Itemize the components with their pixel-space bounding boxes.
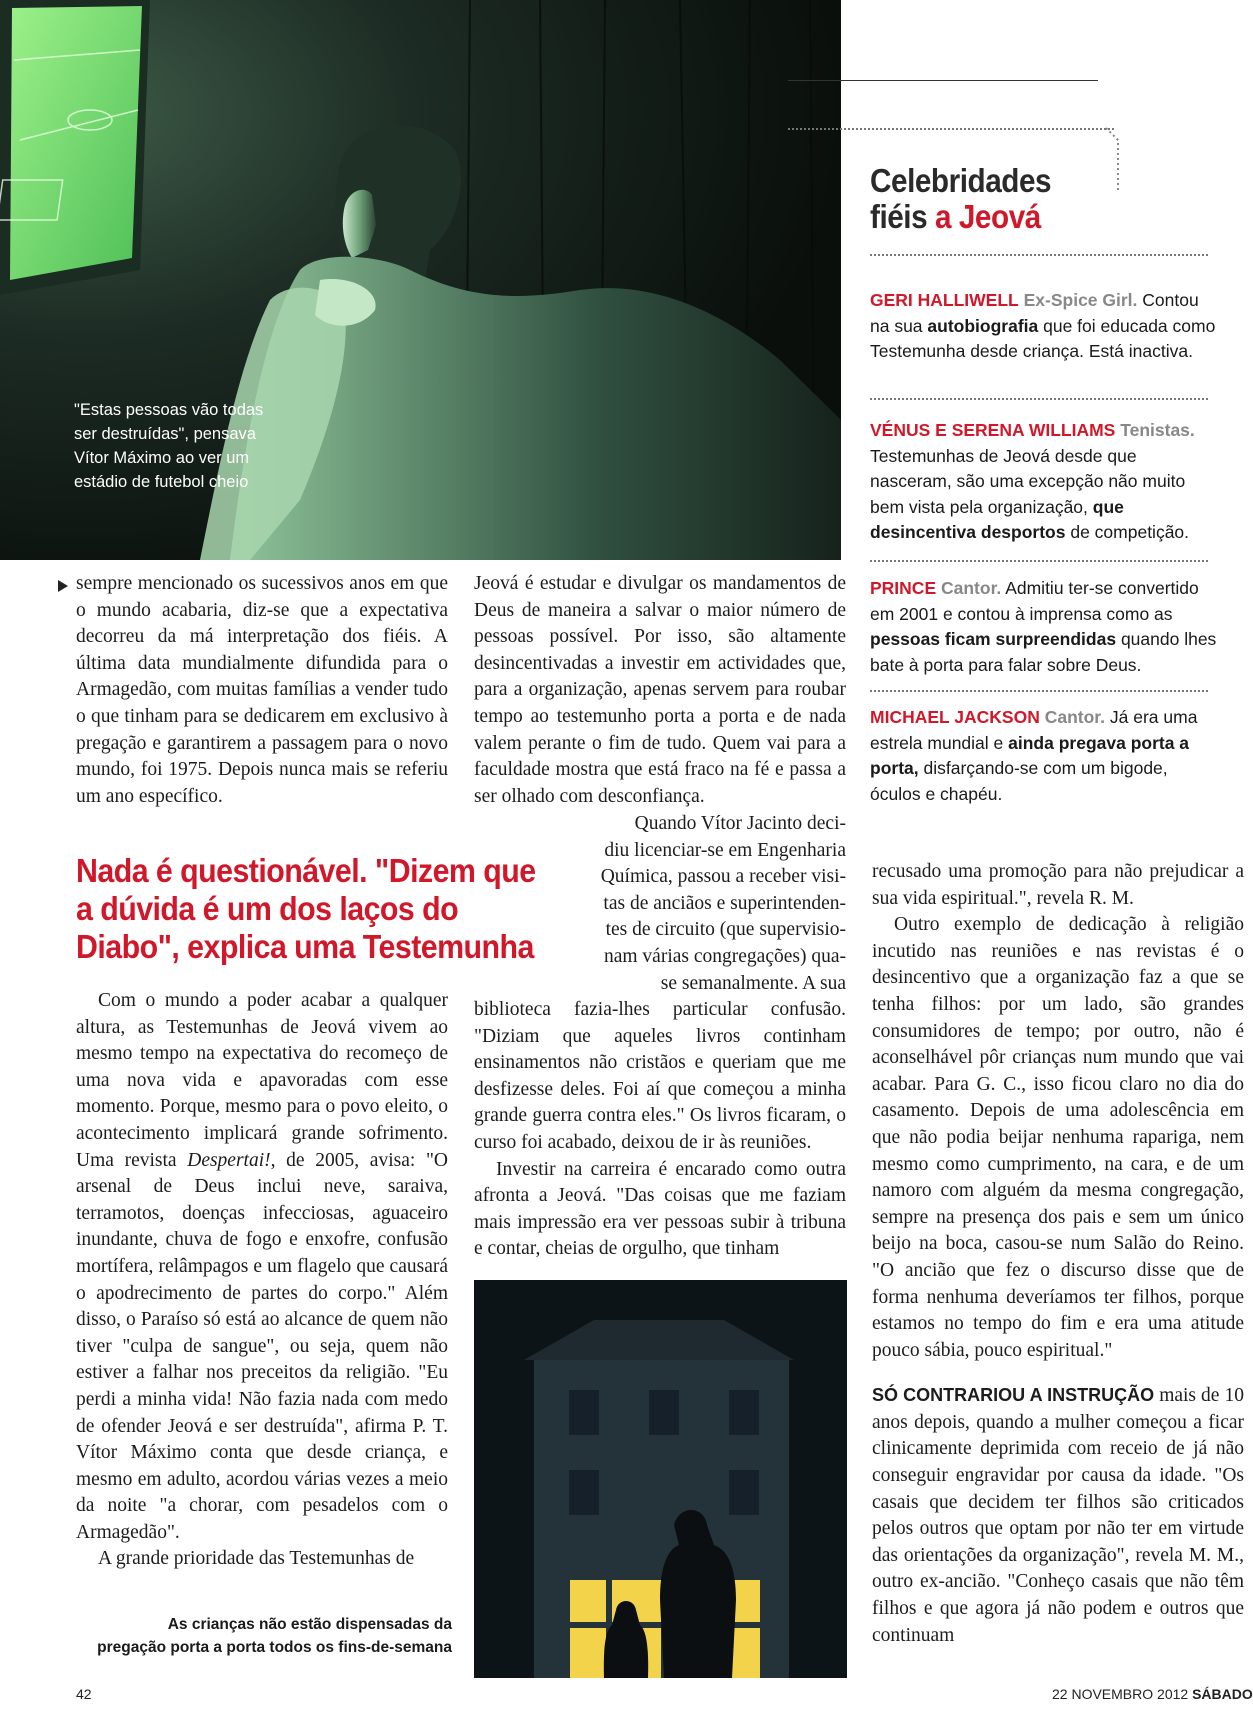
entry-text: Testemunhas de Jeová desde que nasceram, são uma excepção não muito bem vista pela organização, xyxy=(870,445,1186,517)
wrapped-line: Quando Vítor Jacinto deci- xyxy=(634,813,846,834)
sidebar-entry-geri-halliwell xyxy=(870,288,1222,365)
footer-date xyxy=(1052,1686,1253,1702)
column-1-paragraph-2 xyxy=(76,988,448,1546)
father-child-door-illustration xyxy=(474,1280,847,1678)
sidebar-top-rule xyxy=(788,80,1098,81)
wrapped-line: tas de anciãos e superintenden- xyxy=(603,892,846,914)
text: Com o mundo a poder acabar a qualquer altura, as Testemunhas de Jeová vivem ao mesmo tempo na expectativa do recomeço de uma nova vida e apavoradas com esse momento. Porque, mesmo para o povo eleito, o acontecimento implicará grande sofrimento. Uma revista xyxy=(76,990,448,1171)
entry-role: Cantor. xyxy=(941,578,1002,598)
entry-name: GERI HALLIWELL xyxy=(870,290,1019,310)
entry-role: Cantor. xyxy=(1044,707,1106,727)
magazine-name: SÁBADO xyxy=(1192,1686,1253,1702)
entry-name: PRINCE xyxy=(870,578,937,598)
entry-text: Contou na sua xyxy=(870,290,1199,336)
sidebar-title xyxy=(870,163,1051,235)
sidebar-dotted-rule xyxy=(788,128,1114,130)
column-1-paragraph-3: A grande prioridade das Testemunhas de xyxy=(98,1548,415,1570)
sidebar-title-black: fiéis xyxy=(870,198,928,235)
text: , de 2005, avisa: "O arsenal de Deus inclui neve, saraiva, terramotos, doenças infecciosas, aguaceiro inundante, chuva de fogo e enxofre, confusão mortífera, relâmpagos e um flagelo que causará o apodrecimento de partes do corpo." Além disso, o Paraíso só está ao alcance de quem não tiver "culpa de sangue", ou seja, quem não estiver a falhar nos preceitos da religião. "Eu perdi a minha vida! Não fazia nada com medo de ofender Jeová e ser destruída", afirma P. T. Vítor Máximo conta que desde criança, e mesmo em adulto, acordou várias vezes a meio da noite "a chorar, com pesadelos com o Armagedão". xyxy=(76,1149,448,1543)
column-3 xyxy=(872,859,1244,1649)
entry-highlight: pessoas ficam surpreendidas xyxy=(870,629,1117,649)
issue-date: 22 NOVEMBRO 2012 xyxy=(1052,1686,1189,1702)
entry-name: VÉNUS E SERENA WILLIAMS xyxy=(870,420,1116,440)
magazine-title: Despertai! xyxy=(187,1149,271,1171)
entry-text: quando lhes bate à porta para falar sobre Deus. xyxy=(870,629,1217,675)
column-3-paragraph-3 xyxy=(872,1382,1244,1649)
column-1-paragraph-1: sempre mencionado os sucessivos anos em que o mundo acabaria, diz-se que a expectativa decorreu da má interpretação dos fiéis. A última data mundialmente difundida para o Armagedão, com muitas famílias a vender tudo o que tinham para se dedicarem em exclusivo à pregação e garantirem a passagem para o novo mundo, foi 1975. Depois nunca mais se referiu um ano específico. xyxy=(76,573,448,807)
column-2-bottom xyxy=(474,997,846,1263)
wrapped-line: tes de circuito (que supervisio- xyxy=(605,919,846,941)
sidebar-rule-1 xyxy=(870,254,1208,256)
bottom-image-caption: As crianças não estão dispensadas da pregação porta a porta todos os fins-de-semana xyxy=(97,1616,452,1656)
entry-highlight: que desincentiva desportos xyxy=(870,496,1124,542)
pull-quote: Nada é questionável. "Dizem que a dúvida é um dos laços do Diabo", explica uma Testemunha xyxy=(76,852,536,965)
wrapped-line: Química, passou a receber visi- xyxy=(600,866,846,888)
entry-text: Admitiu ter-se convertido em 2001 e contou à imprensa como as xyxy=(870,578,1199,624)
entry-text: disfarçando-se com um bigode, óculos e chapéu. xyxy=(870,758,1168,804)
sidebar-title-line2 xyxy=(870,199,1051,235)
bottom-illustration xyxy=(474,1280,847,1678)
column-2-wrapped-lines xyxy=(577,811,846,997)
sidebar-entry-williams xyxy=(870,418,1222,546)
sidebar-corner-fold xyxy=(1106,126,1128,196)
entry-highlight: ainda pregava porta a porta, xyxy=(870,732,1190,778)
entry-text: de competição. xyxy=(1065,522,1190,542)
wrapped-line: nam várias congregações) qua- xyxy=(603,945,846,967)
entry-role: Ex-Spice Girl. xyxy=(1023,290,1138,310)
sidebar-celebrities xyxy=(864,0,1239,830)
continuation-arrow-icon xyxy=(58,580,68,592)
entry-role: Tenistas. xyxy=(1120,420,1195,440)
text: mais de 10 anos depois, quando a mulher começou a ficar clinicamente deprimida com receio de já não conseguir engravidar por causa da idade. "Os casais que decidem ter filhos são criticados pelos outros que optam por não ter em virtude das orientações da organização", revela M. M., outro ex-ancião. "Conheço casais que não têm filhos e que agora já não podem e outros que continuam xyxy=(872,1385,1244,1646)
column-2-paragraph-2: biblioteca fazia-lhes particular confusão. "Diziam que aqueles livros continham ensinamentos não cristãos e queriam que me desfizesse deles. Foi aí que começou a minha grande guerra contra eles." Os livros ficaram, o curso foi acabado, deixou de ir às reuniões. xyxy=(474,999,846,1153)
column-2-paragraph-1: Jeová é estudar e divulgar os mandamentos de Deus de maneira a salvar o maior número de pessoas possível. Por isso, são altamente desincentivadas a investir em actividades que, para a organização, apenas servem para roubar tempo ao testemunho porta a porta e de nada valem perante o fim de tudo. Quem vai para a faculdade mostra que está fraco na fé e passa a ser olhado com desconfiança. xyxy=(474,573,846,807)
column-1-top xyxy=(76,571,448,810)
column-3-paragraph-2: Outro exemplo de dedicação à religião incutido nas reuniões e nas revistas é o desincentivo que a organização faz a que se tenha filhos: por um lado, são grandes consumidores de tempo; por outro, não é aconselhável pôr crianças num mundo que vai acabar. Para G. C., isso ficou claro no dia do casamento. Depois de uma adolescência em que não podia beijar nenhuma rapariga, nem mesmo como cumprimento, na cara, e de um namoro com alguém da mesma congregação, sempre na presença dos pais e sem um único beijo na boca, casou-se num Salão do Reino. "O ancião que fez o discurso disse que de forma nenhuma deveríamos ter filhos, porque estamos no tempo do fim e era uma atitude pouco sábia, pouco espiritual." xyxy=(872,914,1244,1361)
wrapped-line: se semanalmente. A sua xyxy=(660,972,846,994)
column-3-paragraph-1: recusado uma promoção para não prejudicar a sua vida espiritual.", revela R. M. xyxy=(872,861,1244,909)
entry-text: Já era uma estrela mundial e xyxy=(870,707,1198,753)
lead-in: SÓ CONTRARIOU A INSTRUÇÃO xyxy=(872,1385,1155,1406)
sidebar-rule-2 xyxy=(870,398,1208,400)
sidebar-rule-3 xyxy=(870,560,1208,562)
column-2-paragraph-3: Investir na carreira é encarado como outra afronta a Jeová. "Das coisas que me faziam mais impressão era ver pessoas subir à tribuna e contar, cheias de orgulho, que tinham xyxy=(474,1158,846,1260)
column-2-top xyxy=(474,571,846,810)
column-1-bottom xyxy=(76,988,448,1573)
entry-text: que foi educada como Testemunha desde criança. Está inactiva. xyxy=(870,315,1216,361)
entry-highlight: autobiografia xyxy=(927,315,1039,336)
sidebar-title-red: a Jeová xyxy=(934,198,1041,235)
sidebar-title-line1: Celebridades xyxy=(870,162,1052,199)
sidebar-rule-4 xyxy=(870,690,1208,692)
wrapped-line: diu licenciar-se em Engenharia xyxy=(604,839,846,861)
sidebar-entry-prince xyxy=(870,576,1222,678)
page-number: 42 xyxy=(76,1686,92,1702)
entry-name: MICHAEL JACKSON xyxy=(870,707,1040,727)
sidebar-entry-michael-jackson xyxy=(870,705,1222,807)
top-image-caption: "Estas pessoas vão todas ser destruídas", pensava Vítor Máximo ao ver um estádio de futebol cheio xyxy=(74,401,264,491)
